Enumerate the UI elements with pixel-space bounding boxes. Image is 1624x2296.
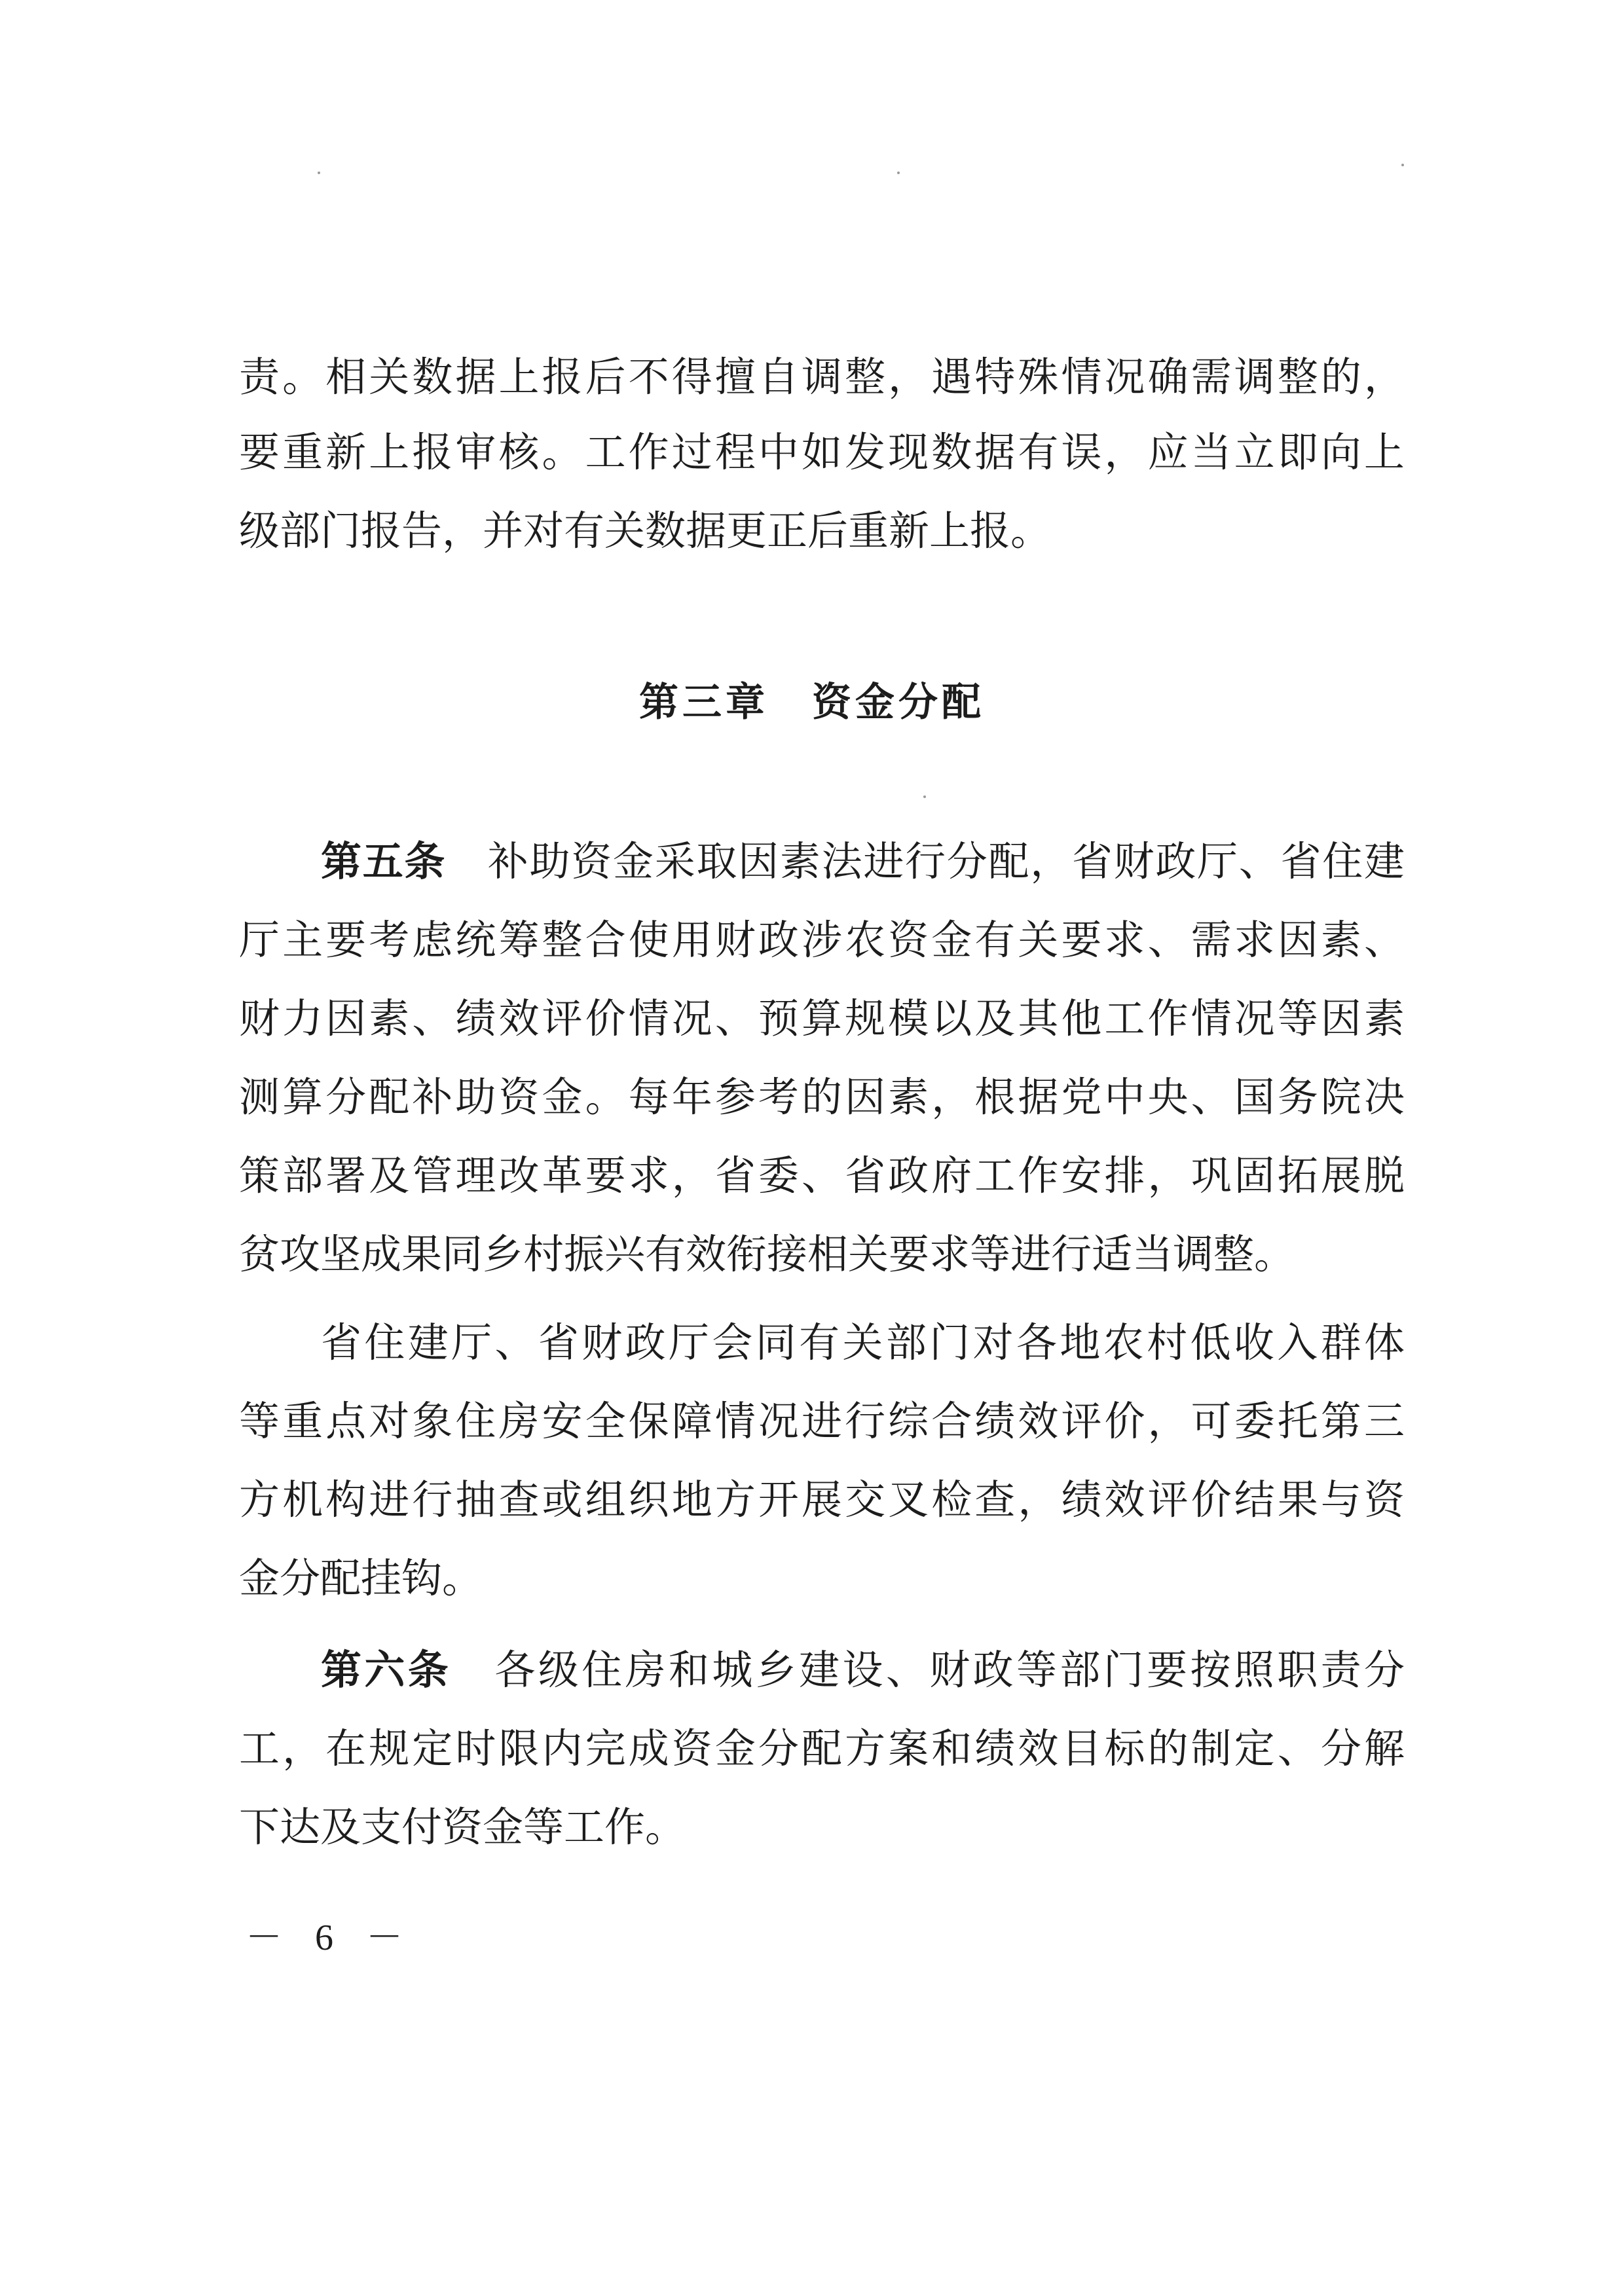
paragraph-line: 策部署及管理改革要求，省委、省政府工作安排，巩固拓展脱	[239, 1152, 1405, 1199]
paragraph-line: 责。相关数据上报后不得擅自调整，遇特殊情况确需调整的，	[239, 353, 1405, 401]
scan-speck	[897, 172, 900, 174]
scan-speck	[1401, 164, 1404, 166]
chapter-heading: 第三章 资金分配	[639, 680, 985, 725]
article-6-text: 各级住房和城乡建设、财政等部门要按照职责分	[494, 1646, 1405, 1694]
paragraph-line: 测算分配补助资金。每年参考的因素，根据党中央、国务院决	[239, 1073, 1405, 1121]
paragraph-line: 省住建厅、省财政厅会同有关部门对各地农村低收入群体	[321, 1319, 1405, 1366]
article-6-label: 第六条	[321, 1646, 452, 1694]
paragraph-line: 金分配挂钩。	[239, 1554, 483, 1602]
paragraph-line: 下达及支付资金等工作。	[239, 1803, 686, 1851]
paragraph-line: 财力因素、绩效评价情况、预算规模以及其他工作情况等因素	[239, 994, 1405, 1042]
paragraph-line: 要重新上报审核。工作过程中如发现数据有误，应当立即向上	[239, 428, 1405, 476]
article-6-first-line	[321, 1646, 1405, 1694]
paragraph-line: 贫攻坚成果同乡村振兴有效衔接相关要求等进行适当调整。	[239, 1230, 1295, 1278]
page-number: － 6 －	[246, 1918, 415, 1958]
article-5-first-line	[321, 837, 1405, 885]
paragraph-line: 厅主要考虑统筹整合使用财政涉农资金有关要求、需求因素、	[239, 916, 1405, 964]
article-5-text: 补助资金采取因素法进行分配，省财政厅、省住建	[487, 837, 1405, 885]
scan-speck	[923, 795, 926, 798]
paragraph-line: 等重点对象住房安全保障情况进行综合绩效评价，可委托第三	[239, 1397, 1405, 1445]
paragraph-line: 级部门报告，并对有关数据更正后重新上报。	[239, 507, 1052, 555]
paragraph-line: 工，在规定时限内完成资金分配方案和绩效目标的制定、分解	[239, 1724, 1405, 1772]
article-5-label: 第五条	[321, 837, 447, 885]
scan-speck	[318, 172, 320, 174]
paragraph-line: 方机构进行抽查或组织地方开展交叉检查，绩效评价结果与资	[239, 1476, 1405, 1523]
